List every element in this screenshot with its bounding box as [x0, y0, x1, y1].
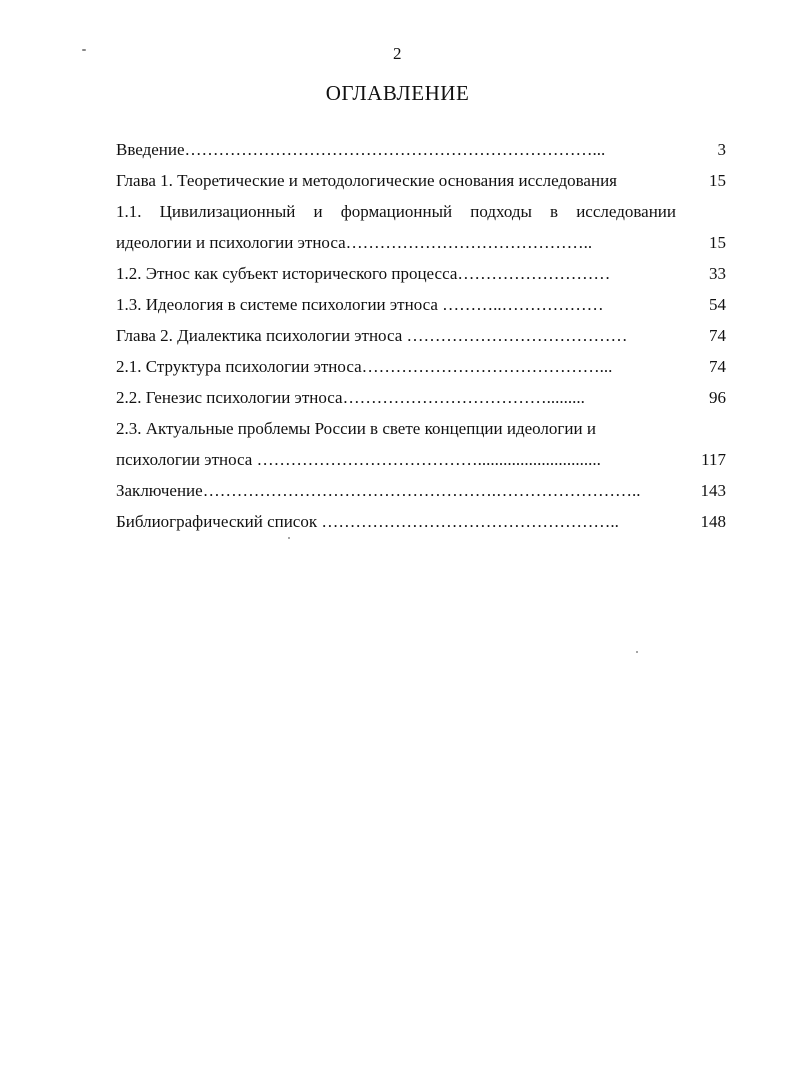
toc-entry-text: Глава 1. Теоретические и методологические основания исследования [116, 171, 617, 190]
toc-entry-conclusion[interactable] [116, 475, 726, 506]
toc-entry-chapter-2[interactable] [116, 320, 726, 351]
toc-entry-page: 117 [701, 450, 726, 469]
toc-entry-page: 15 [709, 171, 726, 190]
toc-entry-text: Заключение…………………………………………….…………………….. [116, 481, 641, 500]
scan-speck [288, 537, 290, 539]
toc-entry-text: Введение………………………………………………………………... [116, 140, 606, 159]
toc-entry-text: 1.1. Цивилизационный и формационный подходы в исследовании [116, 202, 676, 221]
toc-entry-text: Библиографический список …………………………………………….. [116, 512, 619, 531]
toc-entry-text: психологии этноса …………………………………............................. [116, 450, 601, 469]
toc-entry-text: 1.2. Этнос как субъект исторического процесса……………………… [116, 264, 611, 283]
toc-entry-section-1-1[interactable] [116, 196, 726, 227]
toc-entry-page: 33 [709, 264, 726, 283]
toc-entry-page: 148 [700, 512, 726, 531]
scan-speck [636, 651, 638, 653]
toc-entry-page: 15 [709, 233, 726, 252]
toc-entry-introduction[interactable] [116, 134, 726, 165]
toc-entry-bibliography[interactable] [116, 506, 726, 537]
toc-entry-section-1-2[interactable] [116, 258, 726, 289]
toc-entry-section-1-3[interactable] [116, 289, 726, 320]
page-number: 2 [393, 44, 402, 63]
toc-entry-page: 96 [709, 388, 726, 407]
toc-entry-page: 3 [717, 140, 726, 159]
toc-title: ОГЛАВЛЕНИЕ [325, 81, 470, 105]
toc-entry-page: 74 [709, 326, 726, 345]
toc-entry-text: Глава 2. Диалектика психологии этноса ………………………………… [116, 326, 628, 345]
toc-entry-page: 74 [709, 357, 726, 376]
toc-entry-page: 143 [700, 481, 726, 500]
toc-entry-section-2-1[interactable] [116, 351, 726, 382]
toc-entry-section-2-2[interactable] [116, 382, 726, 413]
toc-entry-chapter-1[interactable] [116, 165, 726, 196]
table-of-contents [116, 134, 726, 537]
toc-entry-page: 54 [709, 295, 726, 314]
toc-entry-text: 2.1. Структура психологии этноса……………………………………... [116, 357, 613, 376]
toc-entry-text: 2.3. Актуальные проблемы России в свете концепции идеологии и [116, 419, 596, 438]
toc-entry-section-2-3[interactable] [116, 413, 726, 444]
toc-entry-section-2-3-cont[interactable] [116, 444, 726, 475]
toc-entry-section-1-1-cont[interactable] [116, 227, 726, 258]
toc-entry-text: 2.2. Генезис психологии этноса………………………………......... [116, 388, 585, 407]
toc-entry-text: идеологии и психологии этноса…………………………………….. [116, 233, 593, 252]
toc-entry-text: 1.3. Идеология в системе психологии этноса ………..……………… [116, 295, 604, 314]
